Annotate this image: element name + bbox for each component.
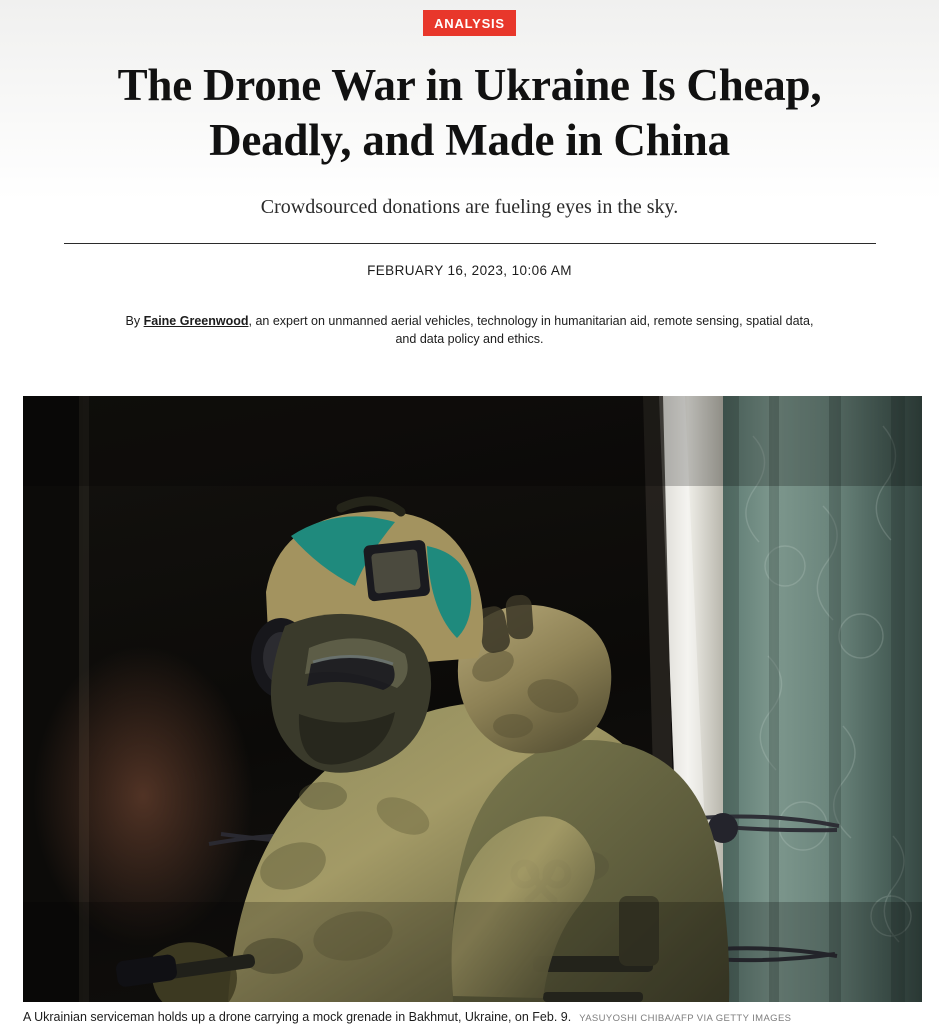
hero-credit: YASUYOSHI CHIBA/AFP VIA GETTY IMAGES: [579, 1013, 792, 1024]
publish-timestamp: FEBRUARY 16, 2023, 10:06 AM: [367, 262, 572, 278]
kicker-container: [0, 10, 939, 36]
byline-description: , an expert on unmanned aerial vehicles, technology in humanitarian aid, remote sensing, spatial data, and data policy and ethics.: [248, 313, 814, 346]
kicker-badge-analysis[interactable]: ANALYSIS: [423, 10, 516, 36]
page-title: The Drone War in Ukraine Is Cheap, Deadly, and Made in China: [117, 60, 822, 166]
hero-image: [23, 396, 922, 1002]
hero-caption-row: [23, 1002, 922, 1024]
byline-author-link[interactable]: Faine Greenwood: [143, 313, 249, 328]
byline-prefix: By: [125, 313, 144, 328]
divider: [64, 243, 876, 244]
article-deck: Crowdsourced donations are fueling eyes in the sky.: [260, 195, 679, 218]
hero-illustration: [23, 396, 922, 1002]
hero-caption: A Ukrainian serviceman holds up a drone carrying a mock grenade in Bakhmut, Ukraine, on Feb. 9.: [23, 1010, 572, 1024]
byline: [125, 312, 815, 348]
hero-figure: [23, 396, 922, 1024]
article-header: [0, 0, 939, 348]
